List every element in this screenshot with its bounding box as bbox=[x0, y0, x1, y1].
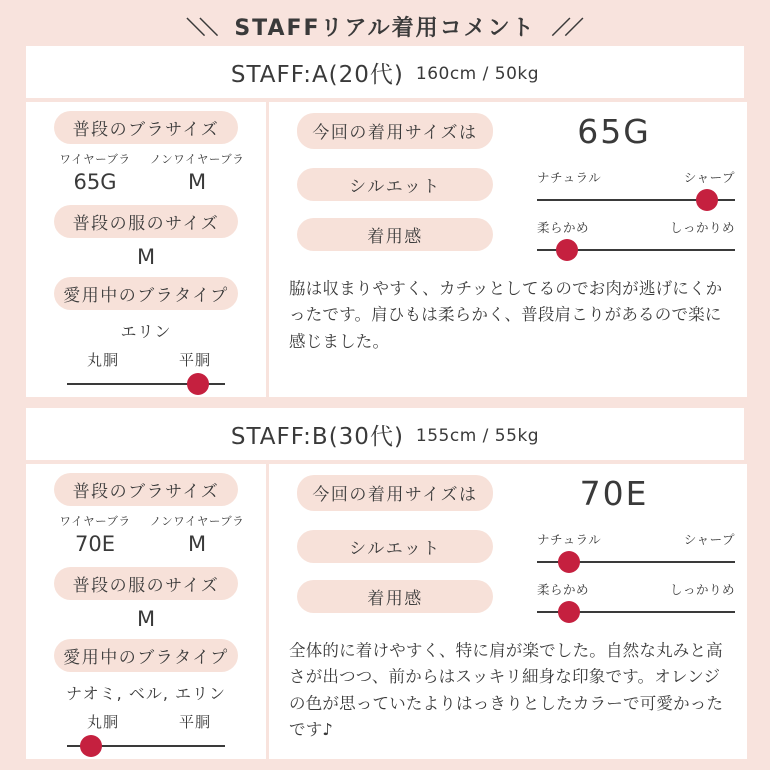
firm-label: しっかりめ bbox=[669, 582, 735, 597]
wire-bra-value: 65G bbox=[73, 170, 117, 194]
wire-bra-col bbox=[44, 513, 146, 556]
flat-torso-label: 平胴 bbox=[178, 351, 211, 369]
silhouette-row bbox=[289, 530, 735, 563]
silhouette-slider bbox=[537, 530, 735, 563]
usual-clothes-size-label: 普段の服のサイズ bbox=[54, 205, 238, 238]
wire-bra-col bbox=[44, 151, 146, 194]
wire-bra-label: ワイヤーブラ bbox=[59, 152, 131, 166]
usual-clothes-size-label: 普段の服のサイズ bbox=[54, 567, 238, 600]
staff-a-right-column bbox=[269, 102, 747, 397]
round-torso-label: 丸胴 bbox=[87, 713, 120, 731]
soft-label: 柔らかめ bbox=[537, 220, 590, 235]
torso-shape-labels bbox=[67, 711, 225, 732]
staff-b-section bbox=[26, 408, 744, 759]
clothes-size-value: M bbox=[136, 245, 156, 269]
wearing-size-value: 65G bbox=[577, 112, 651, 151]
favorite-bra-type-value: ナオミ, ベル, エリン bbox=[65, 684, 227, 703]
fit-feel-slider-labels bbox=[537, 218, 735, 236]
silhouette-row bbox=[289, 168, 735, 201]
wearing-size-label: 今回の着用サイズは bbox=[297, 475, 493, 511]
staff-a-stats: 160cm / 50kg bbox=[415, 63, 540, 84]
fit-feel-row bbox=[289, 218, 735, 251]
fit-feel-row bbox=[289, 580, 735, 613]
silhouette-slider-labels bbox=[537, 168, 735, 186]
favorite-bra-type-label: 愛用中のブラタイプ bbox=[54, 277, 238, 310]
wearing-size-label: 今回の着用サイズは bbox=[297, 113, 493, 149]
favorite-bra-type-label: 愛用中のブラタイプ bbox=[54, 639, 238, 672]
soft-label: 柔らかめ bbox=[537, 582, 590, 597]
torso-shape-slider bbox=[67, 711, 225, 747]
wearing-size-row bbox=[289, 472, 735, 513]
fit-feel-label: 着用感 bbox=[297, 580, 493, 613]
fit-feel-slider-labels bbox=[537, 580, 735, 598]
fit-feel-slider-track bbox=[537, 611, 735, 613]
fit-feel-slider bbox=[537, 218, 735, 251]
silhouette-slider-track bbox=[537, 561, 735, 563]
firm-label: しっかりめ bbox=[669, 220, 735, 235]
page-title: STAFFリアル着用コメント bbox=[234, 15, 536, 41]
staff-b-body bbox=[26, 464, 744, 759]
non-wire-bra-value: M bbox=[187, 532, 207, 556]
staff-a-comment: 脇は収まりやすく、カチッとしてるのでお肉が逃げにくかったです。肩ひもは柔らかく、普段肩こりがあるので楽に感じました。 bbox=[289, 279, 723, 351]
torso-slider-track bbox=[67, 745, 225, 747]
staff-a-name: STAFF:A(20代) bbox=[230, 61, 404, 88]
staff-b-name: STAFF:B(30代) bbox=[230, 423, 404, 450]
wire-bra-value: 70E bbox=[75, 532, 115, 556]
sharp-label: シャープ bbox=[683, 532, 735, 547]
usual-bra-size-label: 普段のブラサイズ bbox=[54, 473, 238, 506]
torso-slider-dot bbox=[187, 373, 209, 395]
non-wire-bra-label: ノンワイヤーブラ bbox=[149, 514, 245, 528]
torso-slider-dot bbox=[80, 735, 102, 757]
staff-b-stats: 155cm / 55kg bbox=[415, 425, 540, 446]
fit-feel-slider bbox=[537, 580, 735, 613]
fit-feel-slider-dot bbox=[558, 601, 580, 623]
clothes-size-value: M bbox=[136, 607, 156, 631]
fit-feel-slider-dot bbox=[556, 239, 578, 261]
bra-size-row bbox=[26, 513, 266, 556]
staff-a-section bbox=[26, 46, 744, 397]
title-decor-left-icon: ＼＼ bbox=[186, 16, 213, 39]
silhouette-slider-track bbox=[537, 199, 735, 201]
non-wire-bra-label: ノンワイヤーブラ bbox=[149, 152, 245, 166]
torso-slider-track bbox=[67, 383, 225, 385]
staff-b-header bbox=[26, 408, 744, 460]
staff-b-right-column bbox=[269, 464, 747, 759]
silhouette-label: シルエット bbox=[297, 530, 493, 563]
bra-size-row bbox=[26, 151, 266, 194]
non-wire-bra-value: M bbox=[187, 170, 207, 194]
fit-feel-label: 着用感 bbox=[297, 218, 493, 251]
wearing-size-row bbox=[289, 110, 735, 151]
torso-shape-labels bbox=[67, 349, 225, 370]
wire-bra-label: ワイヤーブラ bbox=[59, 514, 131, 528]
silhouette-slider-dot bbox=[696, 189, 718, 211]
flat-torso-label: 平胴 bbox=[178, 713, 211, 731]
natural-label: ナチュラル bbox=[537, 170, 602, 185]
staff-b-comment: 全体的に着けやすく、特に肩が楽でした。自然な丸みと高さが出つつ、前からはスッキリ細身な印象です。オレンジの色が思っていたよりはっきりとしたカラーで可愛かったです♪ bbox=[289, 641, 724, 740]
favorite-bra-type-value: エリン bbox=[120, 322, 172, 341]
torso-shape-slider bbox=[67, 349, 225, 385]
silhouette-label: シルエット bbox=[297, 168, 493, 201]
staff-b-left-column bbox=[26, 464, 266, 759]
silhouette-slider-dot bbox=[558, 551, 580, 573]
usual-bra-size-label: 普段のブラサイズ bbox=[54, 111, 238, 144]
wearing-size-value: 70E bbox=[579, 474, 649, 513]
silhouette-slider-labels bbox=[537, 530, 735, 548]
non-wire-bra-col bbox=[146, 151, 248, 194]
natural-label: ナチュラル bbox=[537, 532, 602, 547]
title-decor-right-icon: ／／ bbox=[551, 16, 578, 39]
non-wire-bra-col bbox=[146, 513, 248, 556]
fit-feel-slider-track bbox=[537, 249, 735, 251]
silhouette-slider bbox=[537, 168, 735, 201]
staff-a-left-column bbox=[26, 102, 266, 397]
staff-a-body bbox=[26, 102, 744, 397]
page-title-row bbox=[0, 0, 770, 46]
sharp-label: シャープ bbox=[683, 170, 735, 185]
round-torso-label: 丸胴 bbox=[87, 351, 120, 369]
staff-a-header bbox=[26, 46, 744, 98]
